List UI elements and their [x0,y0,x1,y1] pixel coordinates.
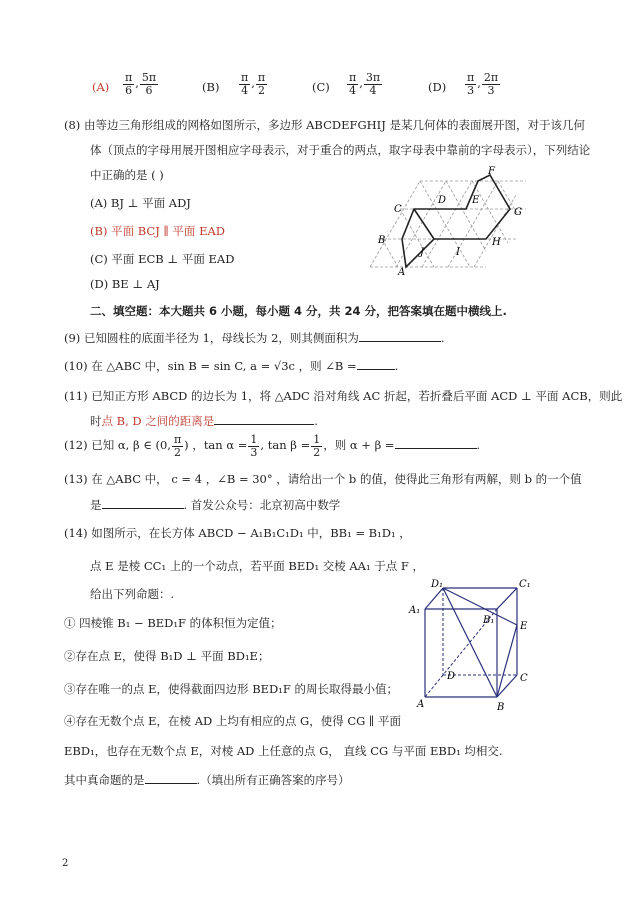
label-E: E [472,195,480,206]
q14-proposition-4: ④存在无数个点 E，在棱 AD 上均有相应的点 G，使得 CG ∥ 平面 [64,714,401,728]
label-B: B [497,702,505,713]
q7-option-a-values: $\frac{\pi}{6}$ , $\frac{5\pi}{6}$ [125,71,157,97]
q8-line-1: (8) 由等边三角形组成的网格如图所示，多边形 ABCDEFGHIJ 是某几何体的表面展开图，对于该几何 [64,118,585,132]
q14-proposition-4-cont: EBD₁，也存在无数个点 E，对棱 AD 上任意的点 G， 直线 CG 与平面 EBD₁ 均相交. [64,744,503,758]
q7-option-d-values: $\frac{\pi}{3}$ , $\frac{2\pi}{3}$ [467,71,499,97]
q8-line-3: 中正确的是 ( ) [90,168,164,182]
label-G: G [514,207,522,218]
option-label: (A) [92,80,110,94]
q14-answer-blank[interactable] [145,783,197,784]
section-2-heading: 二、填空题：本大题共 6 小题，每小题 4 分，共 24 分，把答案填在题中横线上. [90,304,507,318]
q13-line-1: (13) 在 △ABC 中， c = 4 ，∠B = 30° ，请给出一个 b 的值，使得此三角形有两解，则 b 的一个值 [64,472,582,486]
label-A: A [398,267,406,275]
q7-option-d: (D) [428,80,447,94]
label-H: H [492,237,501,248]
q10-answer-blank[interactable] [357,369,395,370]
q8-net-figure [368,165,550,275]
label-D: D [438,195,447,206]
q7-option-a [92,80,109,94]
label-D1: D₁ [431,579,444,590]
label-I: I [456,247,460,258]
q7-option-c-values: $\frac{\pi}{4}$ , $\frac{3\pi}{4}$ [349,71,381,97]
label-A1: A₁ [409,605,421,616]
q13-line-2: 是 . 首发公众号：北京初高中数学 [90,498,341,512]
q8-line-2: 体（顶点的字母用展开图相应字母表示，对于重合的两点，取字母表中靠前的字母表示），下列结论 [90,143,591,157]
q14-cuboid-figure [405,575,545,715]
q14-proposition-2: ②存在点 E，使得 B₁D ⊥ 平面 BD₁E； [64,649,270,663]
q14-line-3: 给出下列命题：. [90,587,175,601]
q12: (12) 已知 α, β ∈ (0, $\frac{\pi}{2}$ ) ，tan α = $\frac{1}{3}$ , tan β = $\frac{1}{2}$ ，则 α + β = . [64,433,481,459]
q11-line-2: 时点 B, D 之间的距离是 . [90,414,318,428]
label-E: E [520,621,528,632]
q8-option-c: (C) 平面 ECB ⊥ 平面 EAD [90,252,235,266]
q11-line-1: (11) 已知正方形 ABCD 的边长为 1，将 △ADC 沿对角线 AC 折起，若折叠后平面 ACD ⊥ 平面 ACB，则此 [64,389,623,403]
q8-option-b: (B) 平面 BCJ ∥ 平面 EAD [90,224,226,238]
q8-option-a: (A) BJ ⊥ 平面 ADJ [90,196,191,210]
q9-answer-blank[interactable] [359,341,441,342]
q14-proposition-1: ① 四棱锥 B₁ − BED₁F 的体积恒为定值； [64,616,282,630]
q7-options-row [92,72,572,106]
q10: (10) 在 △ABC 中，sin B = sin C, a = √3c ，则 ∠B = . [64,359,399,373]
page-number: 2 [62,858,69,869]
q11-answer-blank[interactable] [214,424,314,425]
label-B1: B₁ [483,615,495,626]
q9: (9) 已知圆柱的底面半径为 1，母线长为 2，则其侧面积为 . [64,331,445,345]
q13-answer-blank[interactable] [102,508,184,509]
q12-answer-blank[interactable] [395,448,477,449]
label-F: F [488,166,495,177]
q14-line-1: (14) 如图所示，在长方体 ABCD − A₁B₁C₁D₁ 中，BB₁ = B₁D₁ ， [64,526,411,540]
q7-option-b: (B) [202,80,220,94]
q8-option-d: (D) BE ⊥ AJ [90,277,160,291]
label-B: B [378,235,386,246]
label-C1: C₁ [519,579,531,590]
label-C: C [394,204,402,215]
q14-line-2: 点 E 是棱 CC₁ 上的一个动点，若平面 BED₁ 交棱 AA₁ 于点 F ， [90,559,425,573]
q14-proposition-3: ③存在唯一的点 E，使得截面四边形 BED₁F 的周长取得最小值； [64,682,399,696]
q7-option-b-values: $\frac{\pi}{4}$ , $\frac{\pi}{2}$ [241,71,266,97]
cuboid-hidden-edges [425,588,517,697]
q14-answer-line: 其中真命题的是 .（填出所有正确答案的序号） [64,773,350,787]
label-C: C [520,673,528,684]
triangle-grid [370,181,526,267]
label-J: J [420,247,425,258]
label-D: D [447,671,456,682]
label-A: A [417,699,425,710]
q7-option-c: (C) [312,80,330,94]
